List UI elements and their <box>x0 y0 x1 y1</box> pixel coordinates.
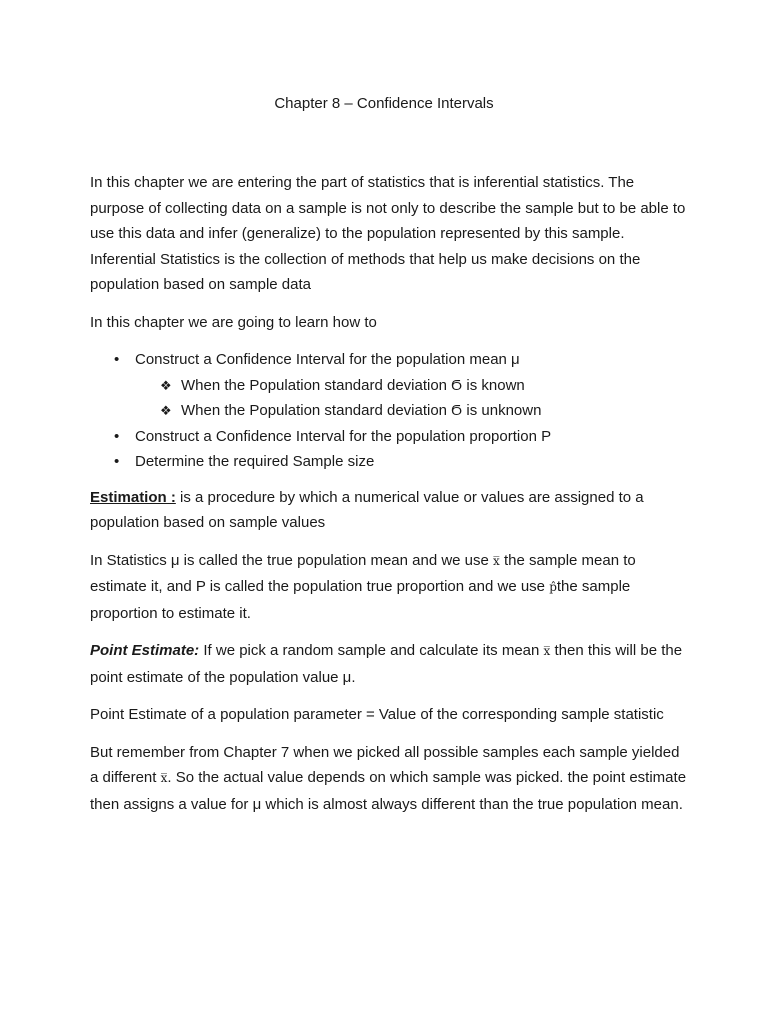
list-item <box>90 398 690 424</box>
statistics-text-3: the sample proportion to estimate it. <box>90 578 631 622</box>
list-item-text: When the Population standard deviation Ϭ is known <box>181 376 525 394</box>
document-body <box>90 170 690 829</box>
statistics-text-2: the sample mean to estimate it, and P is called the population true proportion and we use <box>90 551 636 595</box>
formula-paragraph: Point Estimate of a population parameter = Value of the corresponding sample statistic <box>90 706 664 723</box>
list-item <box>90 373 690 399</box>
statistics-paragraph <box>90 548 690 627</box>
bullet-icon: • <box>114 351 120 368</box>
remember-text-2: . So the actual value depends on which sample was picked. the point estimate then assigns a value for μ which is almost always different than the true population mean. <box>90 769 687 813</box>
point-estimate-term: Point Estimate: <box>90 642 200 659</box>
xbar-symbol: x̅ <box>160 771 168 785</box>
point-estimate-text-1: If we pick a random sample and calculate its mean <box>199 642 544 659</box>
list-item-text: Construct a Confidence Interval for the population mean μ <box>135 351 520 368</box>
point-estimate-paragraph <box>90 638 690 690</box>
estimation-definition: is a procedure by which a numerical value or values are assigned to a population based on sample values <box>90 488 644 531</box>
remember-paragraph <box>90 740 690 818</box>
list-item-text: When the Population standard deviation Ϭ is unknown <box>181 402 542 419</box>
remember-text-1: But remember from Chapter 7 when we picked all possible samples each sample yielded a different <box>90 743 680 786</box>
estimation-term: Estimation : <box>90 488 176 506</box>
list-item <box>90 449 690 475</box>
list-item <box>90 424 690 450</box>
list-item-text: Construct a Confidence Interval for the population proportion P <box>135 427 552 445</box>
phat-symbol: p̂ <box>549 580 557 594</box>
estimation-paragraph <box>90 485 690 536</box>
page-title: Chapter 8 – Confidence Intervals <box>274 95 494 112</box>
list-item-text: Determine the required Sample size <box>135 453 375 470</box>
learning-objectives-list <box>90 347 690 475</box>
diamond-bullet-icon: ❖ <box>160 377 172 393</box>
point-estimate-text-2: then this will be the point estimate of the population value μ. <box>90 642 683 686</box>
xbar-symbol: x̅ <box>493 553 500 568</box>
list-item <box>90 347 690 373</box>
bullet-icon: • <box>114 453 120 470</box>
statistics-text-1: In Statistics μ is called the true population mean and we use <box>90 551 494 569</box>
bullet-icon: • <box>114 427 120 445</box>
xbar-symbol: x̅ <box>543 644 551 658</box>
learn-heading: In this chapter we are going to learn how to <box>90 313 377 331</box>
diamond-bullet-icon: ❖ <box>160 403 172 418</box>
intro-paragraph: In this chapter we are entering the part of statistics that is inferential statistics. The purpose of collecting data on a sample is not only to describe the sample but to be able to use this data and infer (generalize) to the population represented by this sample. Inferential Statistics is the collection of methods that help us make decisions on the population based on sample data <box>90 174 686 293</box>
